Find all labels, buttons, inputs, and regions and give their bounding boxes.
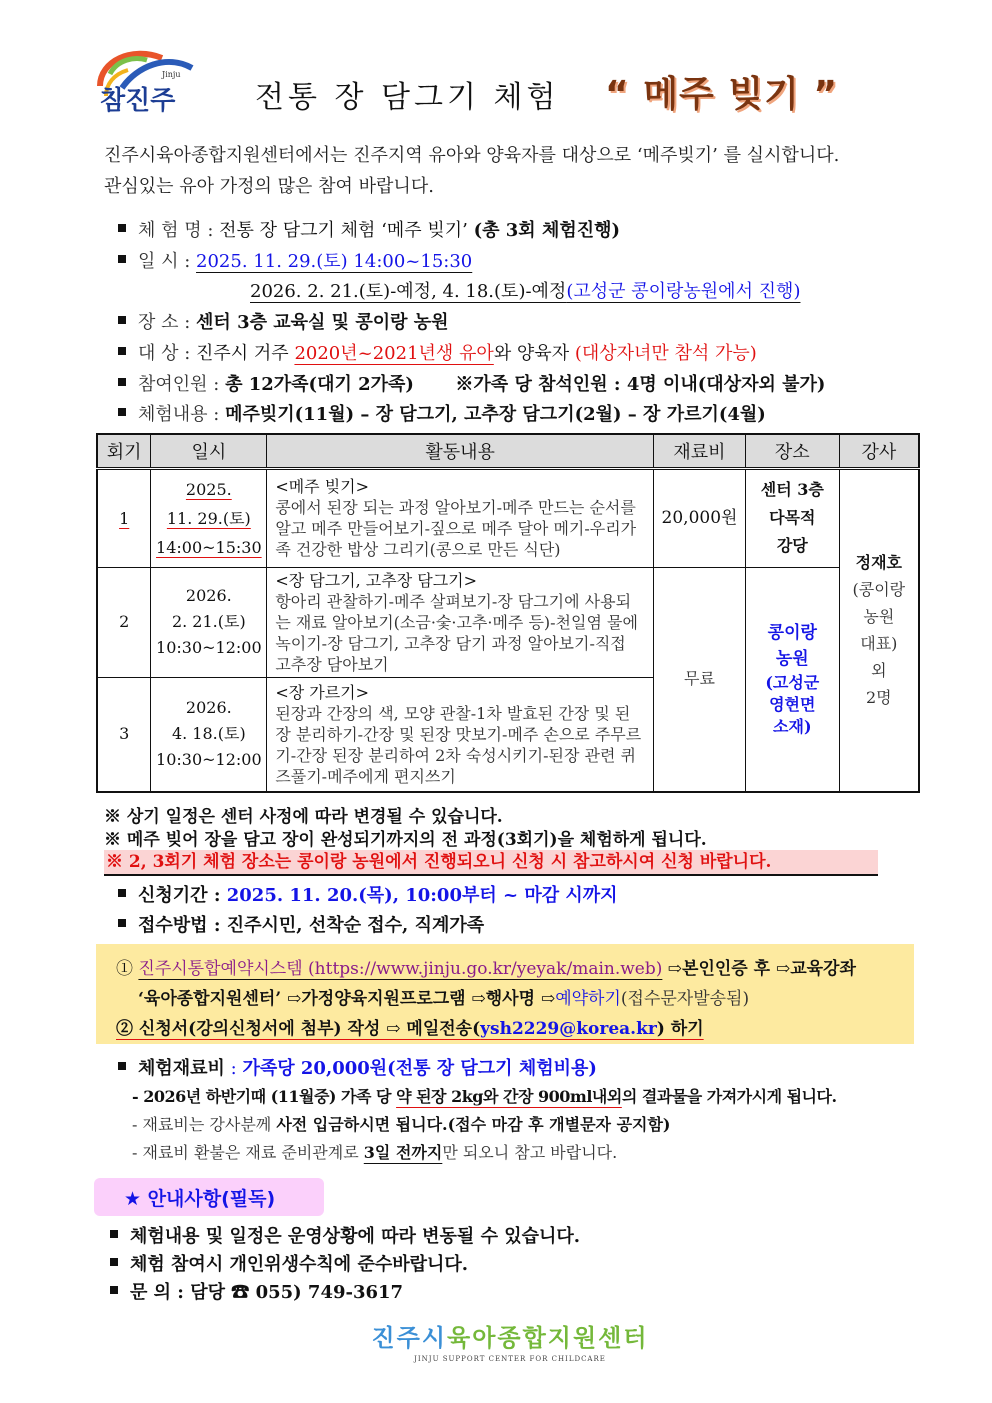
logo-char: 참진주 xyxy=(100,86,176,116)
bullet-icon xyxy=(118,255,126,263)
page-title-accent: “ 메주 빚기 ” xyxy=(605,74,839,115)
bullet-icon xyxy=(118,378,126,386)
schedule-table xyxy=(96,433,920,793)
table-row: 2 2026. 2. 21.(토) 10:30~12:00 <장 담그기, 고추장 담그기> 항아리 관찰하기-메주 살펴보기-장 담그기에 사용되는 재료 알아보기(소금·숯·고추·메주 등)-천일염 물에 녹이기-장 담그기, 고추장 담기 과정 알아보기-직접 고추장 담아보기 무료 콩이랑 농원 (고성군 영현면 소재) xyxy=(97,567,919,677)
col-activity: 활동내용 xyxy=(267,434,654,468)
notice-contact: 문 의 : 담당 ☎ 055) 749-3617 xyxy=(110,1278,920,1304)
bullet-icon xyxy=(118,408,126,416)
col-date: 일시 xyxy=(151,434,267,468)
intro-line-1: 진주시육아종합지원센터에서는 진주지역 유아와 양육자를 대상으로 ‘메주빚기’ 를 실시합니다. xyxy=(104,145,840,166)
info-target: 대 상 : 진주시 거주 2020년~2021년생 유아와 양육자 (대상자녀만 참석 가능) xyxy=(118,339,928,365)
instructor-cell: 정재호 (콩이랑 농원 대표) 외 2명 xyxy=(839,468,919,792)
apply-method: 접수방법 : 진주시민, 선착순 접수, 직계가족 xyxy=(118,911,928,937)
apply-step-1-cont: ‘육아종합지원센터’ ⇨가정양육지원프로그램 ⇨행사명 ⇨예약하기(접수문자발송됨) xyxy=(138,989,750,1009)
notice-item: 체험 참여시 개인위생수칙에 준수바랍니다. xyxy=(110,1250,920,1276)
bullet-icon xyxy=(118,889,126,897)
fee-info: 체험재료비 : 가족당 20,000원(전통 장 담그기 체험비용) xyxy=(118,1054,928,1080)
bullet-icon xyxy=(110,1286,118,1294)
bullet-icon xyxy=(118,316,126,324)
table-header-row xyxy=(97,434,919,468)
note-full-course: ※ 메주 빚어 장을 담고 장이 완성되기까지의 전 과정(3회기)을 체험하게 됩니다. xyxy=(104,830,707,850)
bullet-icon xyxy=(118,1062,126,1070)
info-date-line2: 2026. 2. 21.(토)-예정, 4. 18.(토)-예정(고성군 콩이랑농원에서 진행) xyxy=(250,281,801,302)
intro-paragraph xyxy=(104,140,924,202)
apply-step-2: ② 신청서(강의신청서에 첨부) 작성 ⇨ 메일전송(ysh2229@korea.kr) 하기 xyxy=(116,1019,704,1039)
jinju-city-logo xyxy=(92,46,202,116)
email-link[interactable]: ysh2229@korea.kr xyxy=(480,1019,657,1039)
col-session: 회기 xyxy=(97,434,151,468)
col-place: 장소 xyxy=(745,434,839,468)
col-fee: 재료비 xyxy=(654,434,746,468)
info-place: 장 소 : 센터 3층 교육실 및 콩이랑 농원 xyxy=(118,308,928,334)
childcare-center-logo: 진주시육아종합지원센터 JINJU SUPPORT CENTER FOR CHILDCARE xyxy=(371,1324,649,1363)
fee-payment-note: - 재료비는 강사분께 사전 입금하시면 됩니다.(접수 마감 후 개별문자 공지함) xyxy=(132,1115,671,1134)
bullet-icon xyxy=(118,347,126,355)
note-farm-location: ※ 2, 3회기 체험 장소는 콩이랑 농원에서 진행되오니 신청 시 참고하시여 신청 바랍니다. xyxy=(104,850,878,876)
table-row: 1 2025. 11. 29.(토) 14:00~15:30 <메주 빚기> 콩에서 된장 되는 과정 알아보기-메주 만드는 순서를 알고 메주 만들어보기-짚으로 메주 달아 메기-우리가족 건강한 밥상 그리기(콩으로 만든 식단) 20,000원 센터 3층 다목적 강당 정재호 (콩이랑 농원 대표) 외 2명 xyxy=(97,468,919,567)
table-row: 3 2026. 4. 18.(토) 10:30~12:00 <장 가르기> 된장과 간장의 색, 모양 관찰-1차 발효된 간장 및 된장 분리하기-간장 및 된장 맛보기-메주 손으로 주무르기-간장 된장 분리하여 2차 숙성시키기-된장 관련 퀴즈풀기-메주에게 편지쓰기 xyxy=(97,677,919,792)
bullet-icon xyxy=(110,1258,118,1266)
intro-line-2: 관심있는 유아 가정의 많은 참여 바랍니다. xyxy=(104,176,434,197)
page-title: 전통 장 담그기 체험 xyxy=(255,80,560,115)
info-name: 체 험 명 : 전통 장 담그기 체험 ‘메주 빚기’ (총 3회 체험진행) xyxy=(118,216,928,242)
bullet-icon xyxy=(118,919,126,927)
note-schedule-change: ※ 상기 일정은 센터 사정에 따라 변경될 수 있습니다. xyxy=(104,807,503,827)
apply-instructions-box xyxy=(96,944,914,1044)
notice-tag: ★ 안내사항(필독) xyxy=(94,1178,324,1216)
bullet-icon xyxy=(110,1230,118,1238)
info-people: 참여인원 : 총 12가족(대기 2가족) ※가족 당 참석인원 : 4명 이내(대상자외 불가) xyxy=(118,370,928,396)
contact-phone: 055) 749-3617 xyxy=(255,1282,404,1303)
reservation-system-link[interactable]: 진주시통합예약시스템 (https://www.jinju.go.kr/yeyak/main.web) xyxy=(138,959,663,979)
fee-result-note: - 2026년 하반기때 (11월중) 가족 당 약 된장 2kg와 간장 900ml내외의 결과물을 가져가시게 됩니다. xyxy=(132,1087,837,1106)
phone-icon: ☎ xyxy=(231,1282,250,1303)
notice-item: 체험내용 및 일정은 운영상황에 따라 변동될 수 있습니다. xyxy=(110,1222,920,1248)
logo-sub: Jinju xyxy=(162,70,181,79)
info-content: 체험내용 : 메주빚기(11월) – 장 담그기, 고추장 담그기(2월) – 장 가르기(4월) xyxy=(118,400,928,426)
col-instructor: 강사 xyxy=(839,434,919,468)
apply-step-1: ① 진주시통합예약시스템 (https://www.jinju.go.kr/yeyak/main.web) ⇨본인인증 후 ⇨교육강좌 xyxy=(116,959,856,979)
apply-period: 신청기간 : 2025. 11. 20.(목), 10:00부터 ~ 마감 시까지 xyxy=(118,881,928,907)
fee-refund-note: - 재료비 환불은 재료 준비관계로 3일 전까지만 되오니 참고 바랍니다. xyxy=(132,1143,618,1162)
bullet-icon xyxy=(118,224,126,232)
info-date: 일 시 : 2025. 11. 29.(토) 14:00~15:30 xyxy=(118,247,928,273)
